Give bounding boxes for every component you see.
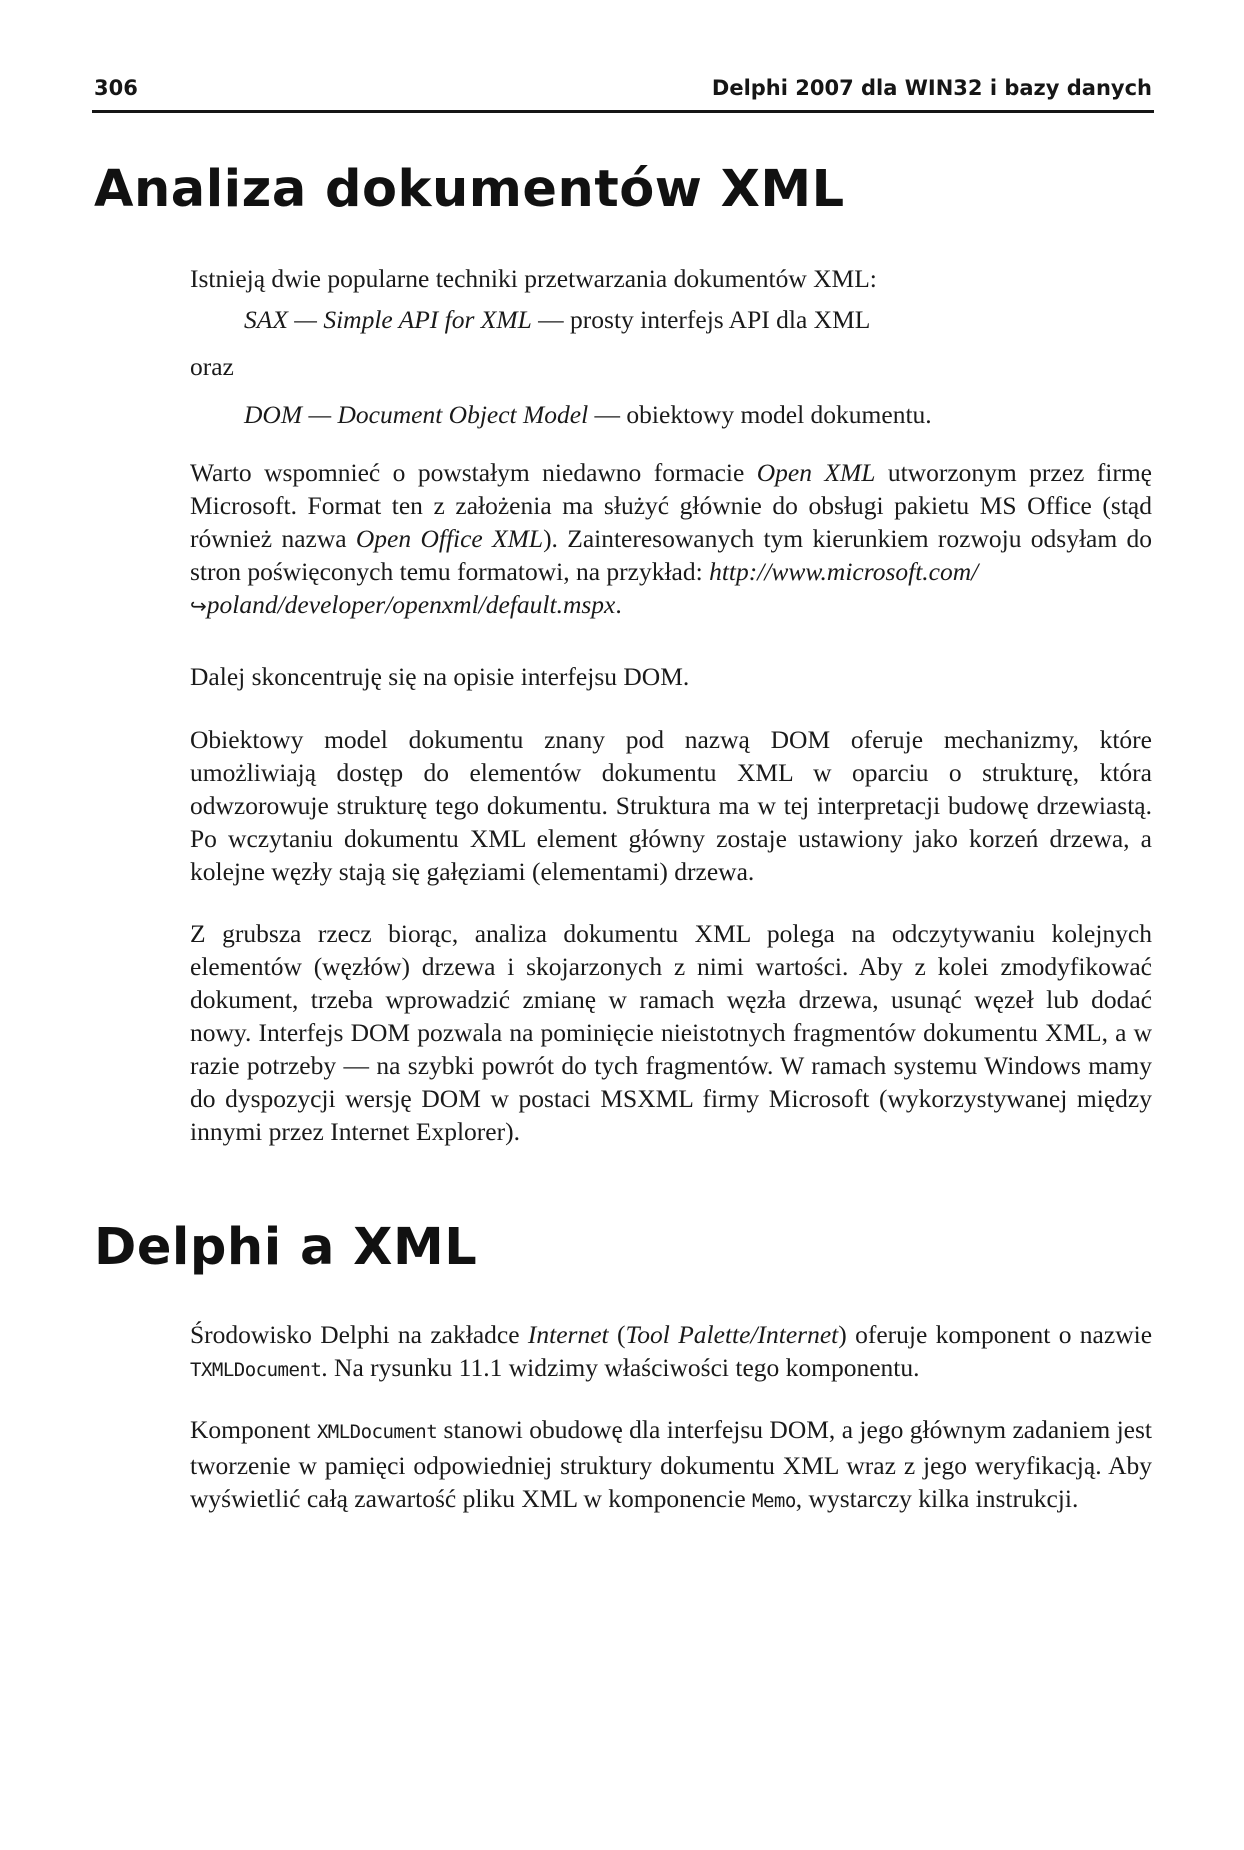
delphi-paragraph-2 xyxy=(190,1413,1152,1518)
dom-description: — obiektowy model dokumentu. xyxy=(588,400,932,429)
obiektowy-paragraph: Obiektowy model dokumentu znany pod nazwą DOM oferuje mechanizmy, które umożliwiają dostęp do elementów dokumentu XML w oparciu o strukturę, która odwzorowuje strukturę tego dokumentu. Struktura ma w tej interpretacji budowę drzewiastą. Po wczytaniu dokumentu XML element główny zostaje ustawiony jako korzeń drzewa, a kolejne węzły stają się gałęziami (elementami) drzewa. xyxy=(190,725,1152,886)
emphasis-tool-palette: Tool Palette/Internet xyxy=(625,1320,839,1349)
emphasis-internet: Internet xyxy=(527,1320,609,1349)
text-run: utworzonym przez firmę Microsoft. Format ten z założenia ma służyć głównie do obsługi pakietu MS Office (stąd również nazwa xyxy=(190,458,1152,553)
url-part-2: poland/developer/openxml/default.mspx xyxy=(206,590,616,619)
openxml-paragraph xyxy=(190,456,1152,624)
url-part-1: http://www.microsoft.com/ xyxy=(709,557,979,586)
dom-definition xyxy=(244,398,1152,431)
line-continuation-icon: ↪ xyxy=(190,596,207,618)
page-number: 306 xyxy=(94,76,138,100)
emphasis-open-xml: Open XML xyxy=(756,458,876,487)
text-run: ). Zainteresowanych tym kierunkiem rozwoju odsyłam do stron poświęconych temu formatowi, na przykład: xyxy=(190,524,1153,586)
running-header xyxy=(92,70,1154,113)
text-run: Środowisko Delphi na zakładce xyxy=(190,1320,528,1349)
text-run: . Na rysunku 11.1 widzimy właściwości tego komponentu. xyxy=(321,1353,920,1382)
sax-description: — prosty interfejs API dla XML xyxy=(531,305,871,334)
dalej-paragraph: Dalej skoncentruję się na opisie interfejsu DOM. xyxy=(190,662,690,691)
code-xmldocument: XMLDocument xyxy=(316,1421,438,1443)
sax-definition xyxy=(244,303,1152,336)
section-heading-analiza: Analiza dokumentów XML xyxy=(94,160,845,219)
delphi-paragraph-1 xyxy=(190,1318,1152,1387)
code-memo: Memo xyxy=(752,1490,796,1512)
section-heading-delphi: Delphi a XML xyxy=(94,1218,478,1277)
oraz-word: oraz xyxy=(190,352,234,381)
text-run: , wystarczy kilka instrukcji. xyxy=(795,1484,1079,1513)
code-txmldocument: TXMLDocument xyxy=(190,1359,322,1381)
text-run: . xyxy=(615,590,622,619)
text-run: stanowi obudowę dla interfejsu DOM, a jego głównym zadaniem jest tworzenie w pamięci odpowiedniej struktury dokumentu XML wraz z jego weryfikacją. Aby wyświetlić całą zawartość pliku XML w komponencie xyxy=(190,1415,1152,1513)
text-run: Komponent xyxy=(190,1415,317,1444)
zgrubsza-paragraph: Z grubsza rzecz biorąc, analiza dokumentu XML polega na odczytywaniu kolejnych elementów (węzłów) drzewa i skojarzonych z nimi wartości. Aby z kolei zmodyfikować dokument, trzeba wprowadzić zmianę w ramach węzła drzewa, usunąć węzeł lub dodać nowy. Interfejs DOM pozwala na pominięcie nieistotnych fragmentów dokumentu XML, a w razie potrzeby — na szybki powrót do tych fragmentów. W ramach systemu Windows mamy do dyspozycji wersję DOM w postaci MSXML firmy Microsoft (wykorzystywanej między innymi przez Internet Explorer). xyxy=(190,919,1152,1146)
sax-term: SAX — Simple API for XML xyxy=(244,305,532,334)
text-run: ) oferuje komponent o nazwie xyxy=(838,1320,1153,1349)
book-title: Delphi 2007 dla WIN32 i bazy danych xyxy=(711,76,1152,100)
text-run: ( xyxy=(608,1320,626,1349)
intro-paragraph: Istnieją dwie popularne techniki przetwarzania dokumentów XML: xyxy=(190,264,877,293)
dom-term: DOM — Document Object Model xyxy=(244,400,589,429)
text-run: Warto wspomnieć o powstałym niedawno formacie xyxy=(190,458,757,487)
emphasis-open-office-xml: Open Office XML xyxy=(355,524,544,553)
